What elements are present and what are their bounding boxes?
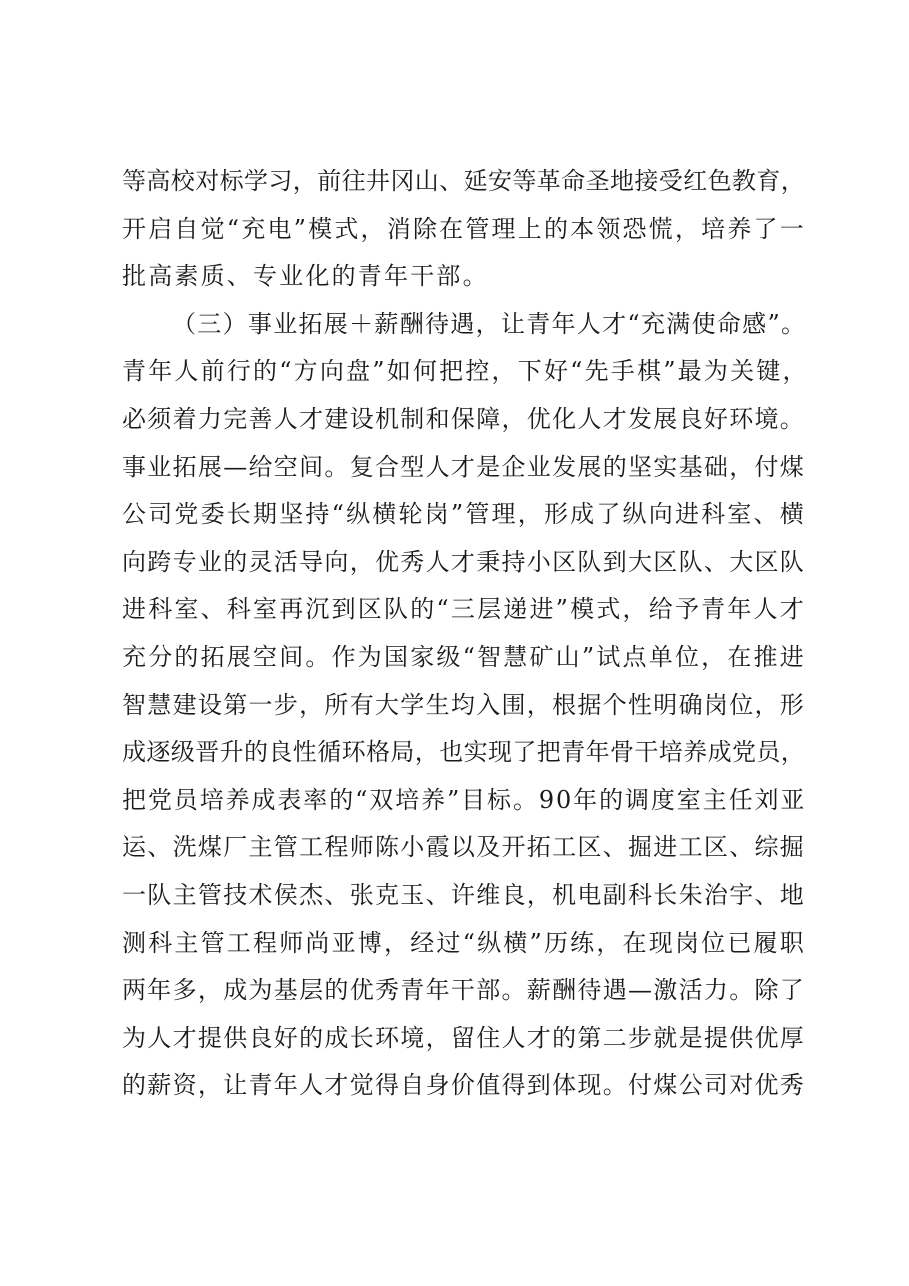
text-line: 的薪资，让青年人才觉得自身价值得到体现。付煤公司对优秀 — [122, 1071, 806, 1100]
text-line: 为人才提供良好的成长环境，留住人才的第二步就是提供优厚 — [122, 1023, 806, 1052]
text-line: 开启自觉“充电”模式，消除在管理上的本领恐慌，培养了一 — [122, 214, 806, 243]
text-line: 智慧建设第一步，所有大学生均入围，根据个性明确岗位，形 — [122, 690, 806, 719]
text-line: 充分的拓展空间。作为国家级“智慧矿山”试点单位，在推进 — [122, 642, 806, 671]
text-line: 把党员培养成表率的“双培养”目标。90年的调度室主任刘亚 — [122, 785, 807, 814]
text-line: 运、洗煤厂主管工程师陈小霞以及开拓工区、掘进工区、综掘 — [122, 833, 806, 862]
text-line: 向跨专业的灵活导向，优秀人才秉持小区队到大区队、大区队 — [122, 547, 806, 576]
text-line: 成逐级晋升的良性循环格局，也实现了把青年骨干培养成党员， — [122, 738, 806, 767]
text-line: 事业拓展—给空间。复合型人才是企业发展的坚实基础，付煤 — [122, 452, 806, 481]
text-line: 一队主管技术侯杰、张克玉、许维良，机电副科长朱治宇、地 — [122, 880, 806, 909]
text-line: 等高校对标学习，前往井冈山、延安等革命圣地接受红色教育， — [122, 167, 806, 195]
body-text — [122, 158, 809, 1110]
text-line: 进科室、科室再沉到区队的“三层递进”模式，给予青年人才 — [122, 595, 806, 624]
text-line: 公司党委长期坚持“纵横轮岗”管理，形成了纵向进科室、横 — [122, 500, 806, 529]
text-line: 批高素质、专业化的青年干部。 — [122, 262, 489, 291]
text-line: 测科主管工程师尚亚博，经过“纵横”历练，在现岗位已履职 — [122, 928, 806, 957]
text-line: 青年人前行的“方向盘”如何把控，下好“先手棋”最为关键， — [122, 357, 809, 386]
text-line: 必须着力完善人才建设机制和保障，优化人才发展良好环境。 — [122, 404, 806, 433]
text-line: （三）事业拓展＋薪酬待遇，让青年人才“充满使命感”。 — [172, 309, 807, 338]
text-line: 两年多，成为基层的优秀青年干部。薪酬待遇—激活力。除了 — [122, 976, 806, 1005]
